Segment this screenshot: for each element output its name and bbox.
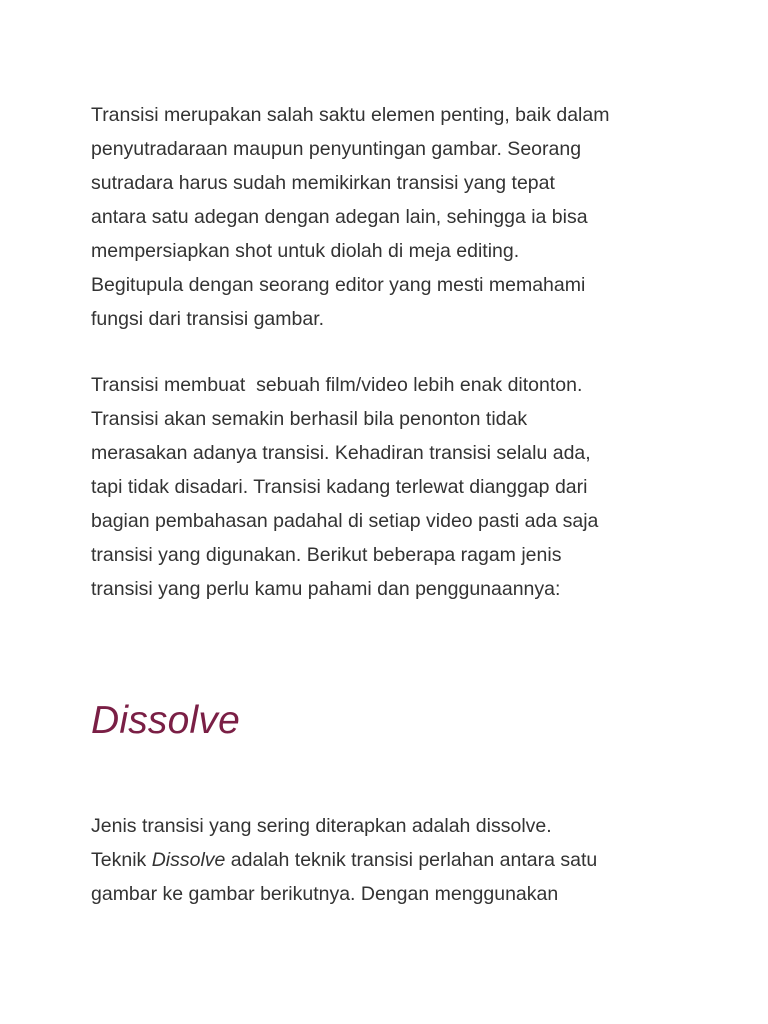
text-line: bagian pembahasan padahal di setiap video pasti ada saja bbox=[91, 510, 599, 532]
text-segment: adalah teknik transisi perlahan antara satu bbox=[225, 849, 598, 871]
intro-paragraph bbox=[91, 98, 691, 336]
text-line: Jenis transisi yang sering diterapkan adalah dissolve. bbox=[91, 815, 552, 837]
second-paragraph bbox=[91, 368, 691, 606]
text-line bbox=[91, 843, 691, 877]
text-line: transisi yang perlu kamu pahami dan penggunaannya: bbox=[91, 578, 561, 600]
text-line: fungsi dari transisi gambar. bbox=[91, 308, 325, 330]
text-line: gambar ke gambar berikutnya. Dengan menggunakan bbox=[91, 883, 559, 905]
text-line: sutradara harus sudah memikirkan transisi yang tepat bbox=[91, 172, 555, 194]
dissolve-paragraph bbox=[91, 809, 691, 911]
text-segment: Teknik bbox=[91, 849, 152, 871]
section-heading: Dissolve bbox=[91, 699, 240, 742]
text-line: antara satu adegan dengan adegan lain, sehingga ia bisa bbox=[91, 206, 588, 228]
text-line: penyutradaraan maupun penyuntingan gambar. Seorang bbox=[91, 138, 582, 160]
text-line: Begitupula dengan seorang editor yang mesti memahami bbox=[91, 274, 586, 296]
text-line: tapi tidak disadari. Transisi kadang terlewat dianggap dari bbox=[91, 476, 588, 498]
text-line: Transisi akan semakin berhasil bila penonton tidak bbox=[91, 408, 528, 430]
text-line: mempersiapkan shot untuk diolah di meja editing. bbox=[91, 240, 520, 262]
text-line: Transisi merupakan salah saktu elemen penting, baik dalam bbox=[91, 104, 610, 126]
text-line: transisi yang digunakan. Berikut beberapa ragam jenis bbox=[91, 544, 562, 566]
text-line: Transisi membuat sebuah film/video lebih enak ditonton. bbox=[91, 374, 583, 396]
emphasized-term: Dissolve bbox=[151, 849, 226, 871]
document-page bbox=[91, 98, 691, 911]
text-line: merasakan adanya transisi. Kehadiran transisi selalu ada, bbox=[91, 442, 591, 464]
